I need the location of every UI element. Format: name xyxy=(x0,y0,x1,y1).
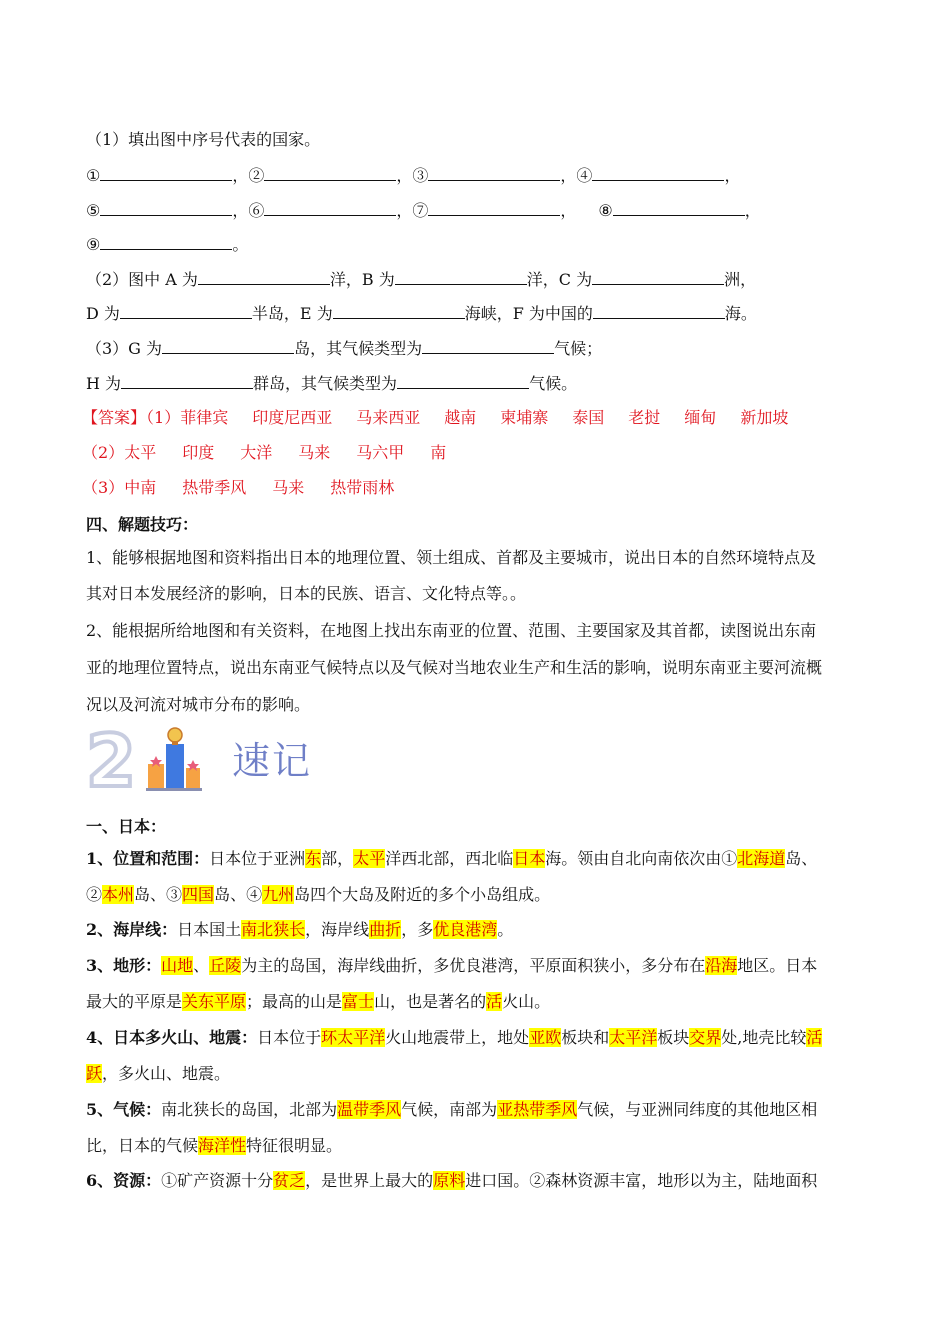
q2-row-2: D 为 半岛，E 为 海峡，F 为中国的 海。 xyxy=(86,300,757,326)
blank-7[interactable] xyxy=(428,197,560,216)
q2-row-1: （2）图中 A 为 洋，B 为 洋，C 为 洲， xyxy=(86,266,756,292)
blank-h-climate[interactable] xyxy=(397,370,529,389)
blank-e[interactable] xyxy=(333,300,465,319)
japan-s3-line-1: 3、地形：山地、丘陵为主的岛国，海岸线曲折，多优良港湾，平原面积狭小，多分布在沿海地区。日本 xyxy=(86,956,818,975)
japan-s3-line-2: 最大的平原是关东平原；最高的山是富士山，也是著名的活火山。 xyxy=(86,992,551,1011)
q3-row-1: （3）G 为 岛，其气候类型为 气候； xyxy=(86,335,602,361)
japan-heading: 一、日本： xyxy=(86,817,167,836)
blank-a[interactable] xyxy=(198,266,330,285)
blank-6[interactable] xyxy=(264,197,396,216)
blank-5[interactable] xyxy=(100,197,232,216)
blank-d[interactable] xyxy=(120,300,252,319)
logo-text: 速记 xyxy=(232,739,313,783)
blank-2[interactable] xyxy=(264,162,396,181)
blank-f[interactable] xyxy=(593,300,725,319)
q1-prompt: （1）填出图中序号代表的国家。 xyxy=(86,130,321,149)
tips-p2-line-3: 况以及河流对城市分布的影响。 xyxy=(86,695,311,714)
blank-4[interactable] xyxy=(592,162,724,181)
answer-row-1: 【答案】（1）菲律宾 印度尼西亚 马来西亚 越南 柬埔寨 泰国 老挝 缅甸 新加坡 xyxy=(82,408,789,427)
blank-c[interactable] xyxy=(592,266,724,285)
japan-s4-line-2: 跃，多火山、地震。 xyxy=(86,1064,231,1083)
blank-h[interactable] xyxy=(121,370,253,389)
q3-row-2: H 为 群岛，其气候类型为 气候。 xyxy=(86,370,577,396)
japan-s2: 2、海岸线：日本国土南北狭长，海岸线曲折，多优良港湾。 xyxy=(86,920,514,939)
podium-trophy-icon xyxy=(86,722,226,794)
answer-row-2: （2）太平 印度 大洋 马来 马六甲 南 xyxy=(82,443,447,462)
section-logo xyxy=(86,722,316,794)
answer-row-3: （3）中南 热带季风 马来 热带雨林 xyxy=(82,478,395,497)
tips-p1-line-2: 其对日本发展经济的影响，日本的民族、语言、文化特点等。。 xyxy=(86,584,527,603)
q1-row-1: ① ，② ，③ ，④ ， xyxy=(86,162,740,188)
blank-8[interactable] xyxy=(613,197,745,216)
tips-p2-line-2: 亚的地理位置特点，说出东南亚气候特点以及气候对当地农业生产和生活的影响，说明东南亚主要河流概 xyxy=(86,658,823,677)
japan-s1-line-1: 1、位置和范围：日本位于亚洲东部，太平洋西北部，西北临日本海。领由自北向南依次由①北海道岛、 xyxy=(86,849,818,868)
japan-s1-line-2: ②本州岛、③四国岛、④九州岛四个大岛及附近的多个小岛组成。 xyxy=(86,885,551,904)
japan-s5-line-1: 5、气候：南北狭长的岛国，北部为温带季风气候，南部为亚热带季风气候，与亚洲同纬度的其他地区相 xyxy=(86,1100,818,1119)
blank-1[interactable] xyxy=(100,162,232,181)
tips-heading: 四、解题技巧： xyxy=(86,515,199,534)
blank-b[interactable] xyxy=(395,266,527,285)
japan-s6: 6、资源：①矿产资源十分贫乏，是世界上最大的原料进口国。②森林资源丰富，地形以为主，陆地面积 xyxy=(86,1171,818,1190)
tips-p2-line-1: 2、能根据所给地图和有关资料，在地图上找出东南亚的位置、范围、主要国家及其首都，读图说出东南 xyxy=(86,621,817,640)
tips-p1-line-1: 1、能够根据地图和资料指出日本的地理位置、领土组成、首都及主要城市，说出日本的自然环境特点及 xyxy=(86,548,817,567)
q1-row-2: ⑤ ，⑥ ，⑦ ， ⑧ ， xyxy=(86,197,761,223)
blank-9[interactable] xyxy=(100,231,232,250)
svg-text:2: 2 xyxy=(86,722,137,794)
japan-s5-line-2: 比，日本的气候海洋性特征很明显。 xyxy=(86,1136,343,1155)
blank-3[interactable] xyxy=(428,162,560,181)
blank-g-climate[interactable] xyxy=(422,335,554,354)
japan-s4-line-1: 4、日本多火山、地震：日本位于环太平洋火山地震带上，地处亚欧板块和太平洋板块交界处,地壳比较活 xyxy=(86,1028,823,1047)
blank-g[interactable] xyxy=(162,335,294,354)
q1-row-3: ⑨ 。 xyxy=(86,231,248,257)
